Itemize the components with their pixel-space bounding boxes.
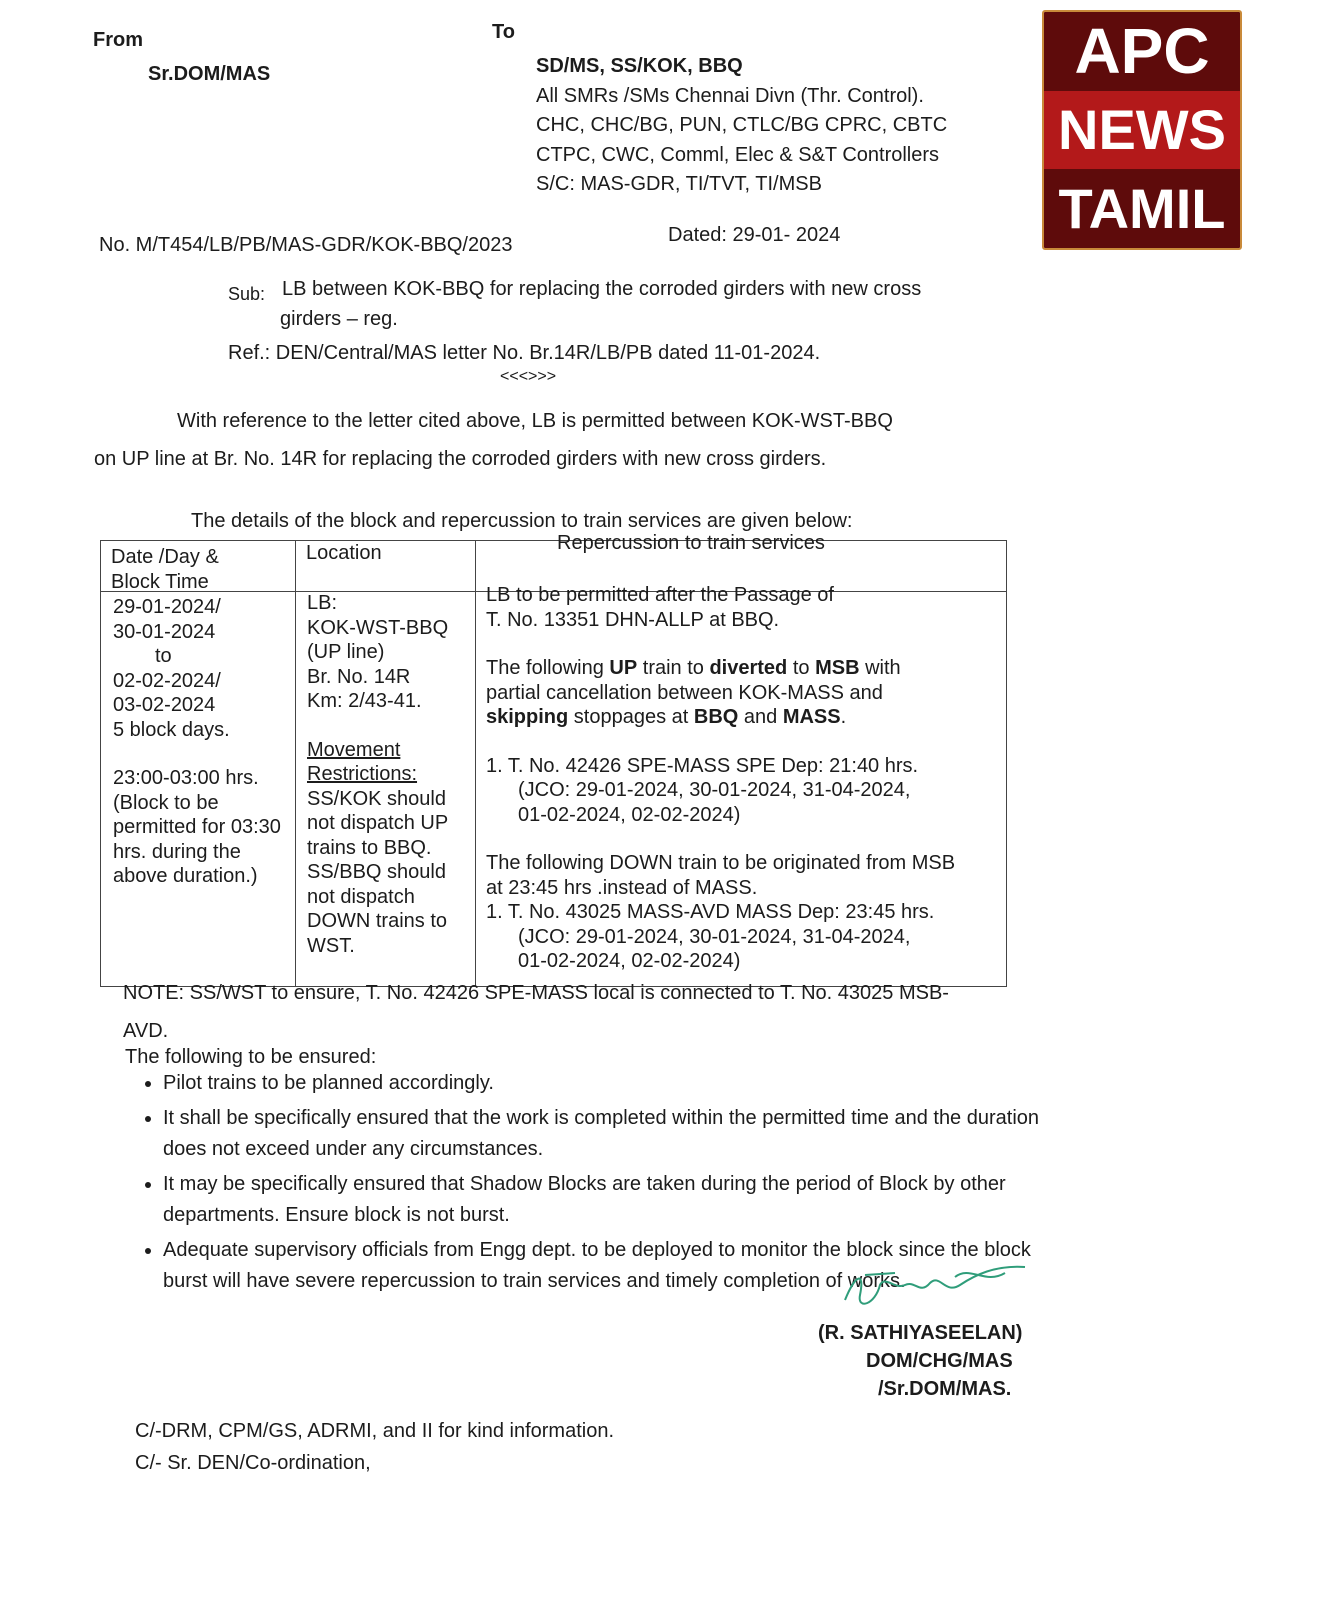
- body-paragraph-line: on UP line at Br. No. 14R for replacing the corroded girders with new cross girders.: [94, 448, 827, 470]
- date-line: (Block to be: [113, 791, 219, 814]
- up-train-item: 01-02-2024, 02-02-2024): [518, 803, 741, 826]
- up-train-item: 1. T. No. 42426 SPE-MASS SPE Dep: 21:40 hrs.: [486, 754, 919, 777]
- restriction-line: not dispatch UP: [307, 812, 449, 834]
- restriction-line: not dispatch: [307, 885, 415, 908]
- movement-restrictions-heading: Movement: [307, 738, 401, 761]
- location-line: Br. No. 14R: [307, 665, 411, 688]
- block-details-table: [100, 532, 1007, 987]
- signatory-name: (R. SATHIYASEELAN): [818, 1322, 1023, 1344]
- copy-to-line: C/-DRM, CPM/GS, ADRMI, and II for kind information.: [135, 1420, 615, 1442]
- recipient-line: CTPC, CWC, Comml, Elec & S&T Controllers: [536, 143, 940, 166]
- restriction-line: WST.: [307, 934, 355, 957]
- recipient-line: S/C: MAS-GDR, TI/TVT, TI/MSB: [536, 173, 822, 195]
- to-label: To: [492, 21, 515, 43]
- letter-date: Dated: 29-01- 2024: [668, 224, 841, 246]
- table-intro: The details of the block and repercussion to train services are given below:: [191, 510, 853, 532]
- location-line: LB:: [307, 592, 338, 614]
- repercussion-line: T. No. 13351 DHN-ALLP at BBQ.: [486, 608, 780, 631]
- down-train-item: 01-02-2024, 02-02-2024): [518, 950, 741, 972]
- signatory-designation: /Sr.DOM/MAS.: [878, 1378, 1012, 1400]
- down-train-item: 1. T. No. 43025 MASS-AVD MASS Dep: 23:45 hrs.: [486, 901, 935, 923]
- down-train-paragraph: The following DOWN train to be originated from MSB: [486, 852, 956, 874]
- header-text: Block Time: [111, 570, 209, 593]
- date-line: 02-02-2024/: [113, 669, 221, 692]
- header-location: Location: [306, 542, 382, 564]
- header-date-block-time: [111, 545, 219, 594]
- ensure-intro: The following to be ensured:: [125, 1046, 377, 1068]
- date-line: 30-01-2024: [113, 620, 216, 643]
- logo-line-2: NEWS: [1044, 91, 1240, 170]
- down-train-item: (JCO: 29-01-2024, 30-01-2024, 31-04-2024,: [518, 925, 911, 948]
- ensure-item: • Pilot trains to be planned accordingly.: [163, 1068, 1063, 1099]
- note-line: NOTE: SS/WST to ensure, T. No. 42426 SPE-MASS local is connected to T. No. 43025 MSB-: [123, 982, 949, 1004]
- recipient-line: SD/MS, SS/KOK, BBQ: [536, 55, 743, 77]
- recipient-line: CHC, CHC/BG, PUN, CTLC/BG CPRC, CBTC: [536, 114, 948, 136]
- restriction-line: SS/KOK should: [307, 787, 446, 810]
- date-line: 23:00-03:00 hrs.: [113, 767, 259, 789]
- date-line: to: [155, 645, 172, 667]
- logo-line-1: APC: [1044, 12, 1240, 91]
- handwritten-signature: [835, 1255, 1035, 1315]
- date-line: 03-02-2024: [113, 694, 216, 716]
- repercussion-line: skipping stoppages at BBQ and MASS.: [486, 706, 847, 728]
- date-line: 29-01-2024/: [113, 596, 221, 618]
- location-line: Km: 2/43-41.: [307, 690, 422, 712]
- body-paragraph-line: With reference to the letter cited above, LB is permitted between KOK-WST-BBQ: [177, 410, 893, 432]
- repercussion-line: LB to be permitted after the Passage of: [486, 584, 834, 606]
- restriction-line: trains to BBQ.: [307, 836, 432, 859]
- location-line: (UP line): [307, 641, 385, 663]
- note-line: AVD.: [123, 1020, 169, 1042]
- logo-line-3: TAMIL: [1044, 169, 1240, 248]
- date-line: above duration.): [113, 865, 258, 887]
- header-repercussion: Repercussion to train services: [557, 532, 825, 554]
- repercussion-line: partial cancellation between KOK-MASS and: [486, 681, 883, 704]
- location-cell: [307, 591, 448, 958]
- date-line: 5 block days.: [113, 718, 230, 741]
- reference: Ref.: DEN/Central/MAS letter No. Br.14R/LB/PB dated 11-01-2024.: [228, 342, 821, 364]
- movement-restrictions-heading: Restrictions:: [307, 763, 418, 785]
- restriction-line: DOWN trains to: [307, 910, 448, 932]
- from-label: From: [93, 29, 143, 51]
- copy-to-line: C/- Sr. DEN/Co-ordination,: [135, 1452, 371, 1474]
- restriction-line: SS/BBQ should: [307, 861, 446, 883]
- from-value: Sr.DOM/MAS: [148, 63, 271, 85]
- header-text: Date /Day &: [111, 546, 219, 568]
- apc-news-tamil-logo: [1042, 10, 1242, 250]
- repercussion-cell: [486, 583, 955, 974]
- date-line: permitted for 03:30: [113, 816, 281, 838]
- up-train-paragraph: The following UP train to diverted to MSB with: [486, 657, 901, 679]
- signatory-designation: DOM/CHG/MAS: [866, 1350, 1013, 1372]
- ensure-item: • Adequate supervisory officials from Engg dept. to be deployed to monitor the block since the block burst will have severe repercussion to train services and timely completion of works.: [163, 1235, 1063, 1297]
- up-train-item: (JCO: 29-01-2024, 30-01-2024, 31-04-2024,: [518, 779, 911, 801]
- recipient-line: All SMRs /SMs Chennai Divn (Thr. Control).: [536, 84, 924, 107]
- separator: <<<>>>: [500, 368, 557, 385]
- recipients: [536, 52, 947, 200]
- date-line: hrs. during the: [113, 840, 241, 863]
- date-cell: [113, 595, 281, 889]
- ensure-item: • It may be specifically ensured that Shadow Blocks are taken during the period of Block by other departments. Ensure block is not burst.: [163, 1169, 1063, 1231]
- ensure-item: • It shall be specifically ensured that the work is completed within the permitted time and the duration does not exceed under any circumstances.: [163, 1103, 1063, 1165]
- subject-label: Sub:: [228, 284, 266, 304]
- letter-number: No. M/T454/LB/PB/MAS-GDR/KOK-BBQ/2023: [99, 234, 513, 256]
- location-line: KOK-WST-BBQ: [307, 616, 449, 639]
- subject-line: LB between KOK-BBQ for replacing the corroded girders with new cross: [282, 278, 922, 300]
- down-train-paragraph: at 23:45 hrs .instead of MASS.: [486, 876, 758, 899]
- subject-line: girders – reg.: [280, 308, 398, 330]
